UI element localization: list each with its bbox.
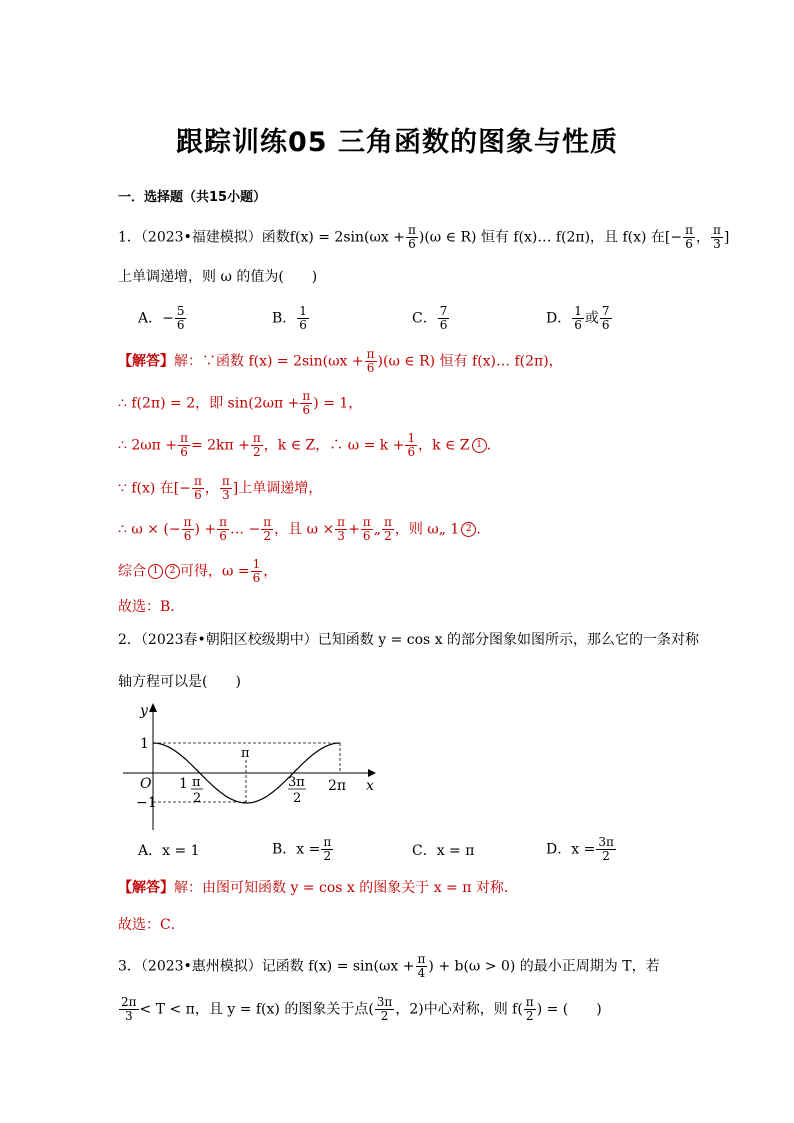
section-heading: 一．选择题（共15小题） [118, 190, 267, 205]
q1-answer-line-6: 综合 1 2 可得，ω = $\frac{1}{6}$ ， [118, 557, 278, 585]
q1-answer-line-2: ∴ f(2π) = 2，即 sin(2ωπ + $\frac{\pi}{6}$ ) = 1， [118, 389, 363, 417]
question-2-stem-2: 轴方程可以是( ) [118, 674, 241, 690]
x-axis-label: x [366, 778, 374, 794]
q1-option-d[interactable]: D． $\frac{1}{6}$ 或 $\frac{7}{6}$ [546, 304, 610, 332]
q2-option-d[interactable]: D．x = $\frac{3\pi}{2}$ [546, 835, 614, 863]
x-tick-pi-half-den: 2 [193, 791, 202, 806]
q1-answer-select: 故选：B． [118, 599, 185, 615]
q2-option-a[interactable]: A．x = 1 [138, 843, 200, 859]
q1-answer-line-4: ∵ f(x) 在[− $\frac{\pi}{6}$ ， $\frac{\pi}{3}$ ]上单调递增， [118, 474, 323, 502]
q1-option-c[interactable]: C． $\frac{7}{6}$ [412, 304, 448, 332]
y-axis-arrow-icon [149, 703, 157, 712]
q2-option-c[interactable]: C．x = π [412, 843, 475, 859]
q2-option-b[interactable]: B．x = $\frac{\pi}{2}$ [272, 835, 332, 863]
y-tick-neg1: −1 [136, 795, 157, 811]
y-axis-label: y [140, 703, 148, 719]
question-3-stem-2: $\frac{2\pi}{3}$ < T < π，且 y = f(x) 的图象关于点( $\frac{3\pi}{2}$ ，2)中心对称，则 f( $\frac{\pi}{2}$ ) = ( ) [121, 995, 602, 1023]
q1-answer-line-3: ∴ 2ωπ + $\frac{\pi}{6}$ = 2kπ + $\frac{\pi}{2}$ ，k ∈ Z，∴ ω = k + $\frac{1}{6}$ ，k ∈ Z 1 ． [118, 431, 501, 459]
x-tick-2pi: 2π [328, 778, 347, 794]
question-1-stem: 1．（2023•福建模拟）函数f(x) = 2sin(ωx + $\frac{\pi}{6}$ )(ω ∈ R) 恒有 f(x)… f(2π)，且 f(x) 在[− $\frac{\pi}{6}$ ， $\frac{\pi}{3}$ ] [118, 223, 730, 251]
question-2-stem: 2．（2023春•朝阳区校级期中）已知函数 y = cos x 的部分图象如图所示，那么它的一条对称 [118, 632, 700, 648]
q2-answer-select: 故选：C． [118, 917, 185, 933]
question-3-stem: 3．（2023•惠州模拟）记函数 f(x) = sin(ωx + $\frac{\pi}{4}$ ) + b(ω > 0) 的最小正周期为 T，若 [118, 952, 660, 980]
x-tick-pi: π [241, 746, 250, 761]
x-tick-pi-half-num: π [192, 775, 201, 790]
q1-answer-line-5: ∴ ω × (− $\frac{\pi}{6}$ ) + $\frac{\pi}{6}$ … − $\frac{\pi}{2}$ ，且 ω × $\frac{\pi}{3}$ + $\frac{\pi}{6}$ „ $\frac{\pi}{2}$ ，则 ω„ 1 2 ． [118, 515, 491, 543]
x-axis-arrow-icon [368, 769, 376, 777]
q1-option-b[interactable]: B． $\frac{1}{6}$ [272, 304, 307, 332]
q2-answer: 【解答】解：由图可知函数 y = cos x 的图象关于 x = π 对称． [118, 880, 518, 896]
question-1-stem-2: 上单调递增，则 ω 的值为( ) [118, 269, 318, 285]
q1-answer-line-1: 【解答】解：∵函数 f(x) = 2sin(ωx + $\frac{\pi}{6}$ )(ω ∈ R) 恒有 f(x)… f(2π)， [118, 347, 563, 375]
page-title: 跟踪训练05 三角函数的图象与性质 [176, 127, 618, 158]
x-tick-1: 1 [179, 776, 188, 792]
origin-label: O [140, 776, 152, 792]
x-tick-3pi-half-num: 3π [288, 775, 305, 790]
y-tick-1: 1 [140, 736, 149, 752]
x-tick-3pi-half-den: 2 [293, 791, 302, 806]
q1-option-a[interactable]: A．− $\frac{5}{6}$ [138, 304, 185, 332]
cosine-graph [118, 700, 378, 835]
